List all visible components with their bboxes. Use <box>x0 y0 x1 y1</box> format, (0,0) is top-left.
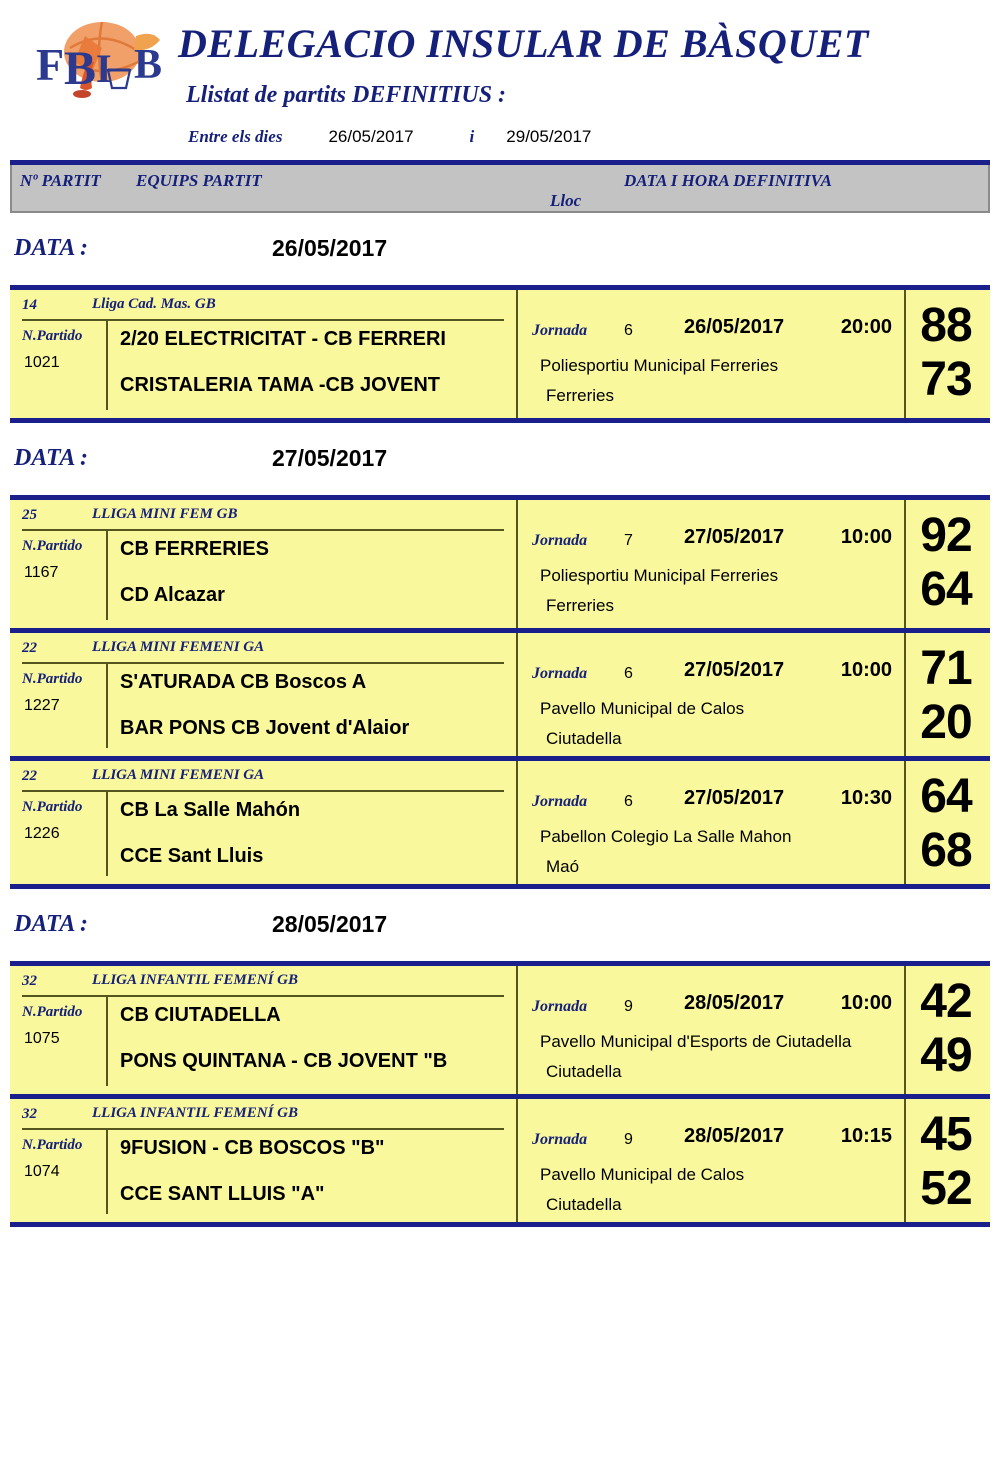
away-team-score: 49 <box>920 1029 972 1082</box>
match-time: 10:00 <box>840 526 892 548</box>
match-date: 28/05/2017 <box>684 992 785 1014</box>
match-number: 22 <box>22 640 37 656</box>
row-horizontal-rule <box>22 1128 504 1130</box>
match-schedule-cell <box>518 761 906 884</box>
row-horizontal-rule <box>22 995 504 997</box>
match-schedule-cell <box>518 633 906 756</box>
date-group-header <box>0 213 1000 285</box>
jornada-value: 6 <box>624 793 633 810</box>
row-horizontal-rule <box>22 319 504 321</box>
jornada-label: Jornada <box>532 665 588 682</box>
league-name: LLIGA MINI FEMENI GA <box>92 767 265 783</box>
document-header <box>0 0 1000 160</box>
home-team-score: 92 <box>920 509 972 562</box>
date-label: DATA : <box>14 911 89 937</box>
match-row[interactable] <box>10 290 990 418</box>
date-value: 27/05/2017 <box>272 445 388 471</box>
match-row[interactable] <box>10 500 990 628</box>
venue-name: Pavello Municipal de Calos <box>540 699 745 718</box>
match-row[interactable] <box>10 1094 990 1222</box>
match-row[interactable] <box>10 756 990 884</box>
column-header-num-partit: Nº PARTIT <box>20 171 101 190</box>
home-team-name: CB FERRERIES <box>120 538 269 560</box>
home-team-name: 9FUSION - CB BOSCOS "B" <box>120 1137 385 1159</box>
match-identity-cell <box>10 966 518 1094</box>
match-time: 10:00 <box>840 992 892 1014</box>
jornada-label: Jornada <box>532 793 588 810</box>
match-schedule-cell <box>518 1099 906 1222</box>
venue-city: Ferreries <box>546 596 615 615</box>
away-team-score: 52 <box>920 1162 972 1215</box>
n-partido-value: 1021 <box>24 354 60 371</box>
date-label: DATA : <box>14 235 89 261</box>
match-identity-cell <box>10 500 518 628</box>
home-team-score: 71 <box>920 642 972 695</box>
match-number: 32 <box>22 973 37 989</box>
column-header-data-hora: DATA I HORA DEFINITIVA <box>624 171 833 190</box>
away-team-name: CRISTALERIA TAMA -CB JOVENT <box>120 374 440 396</box>
match-score-cell <box>906 966 990 1094</box>
away-team-score: 68 <box>920 824 972 877</box>
n-partido-value: 1075 <box>24 1030 60 1047</box>
home-team-name: CB CIUTADELLA <box>120 1004 281 1026</box>
away-team-name: PONS QUINTANA - CB JOVENT "B <box>120 1050 448 1072</box>
jornada-value: 9 <box>624 998 633 1015</box>
jornada-value: 7 <box>624 532 633 549</box>
home-team-score: 42 <box>920 975 972 1028</box>
match-identity-cell <box>10 633 518 756</box>
jornada-label: Jornada <box>532 532 588 549</box>
league-name: LLIGA INFANTIL FEMENÍ GB <box>92 1105 299 1121</box>
column-header-lloc: Lloc <box>550 191 582 210</box>
svg-text:I: I <box>96 46 112 91</box>
venue-city: Ferreries <box>546 386 615 405</box>
svg-text:B: B <box>64 42 97 95</box>
row-horizontal-rule <box>22 529 504 531</box>
jornada-value: 9 <box>624 1131 633 1148</box>
date-group-header <box>0 423 1000 495</box>
date-range-to: 29/05/2017 <box>506 127 592 146</box>
jornada-label: Jornada <box>532 998 588 1015</box>
row-vertical-rule <box>106 995 108 1086</box>
away-team-name: BAR PONS CB Jovent d'Alaior <box>120 717 410 739</box>
match-time: 10:00 <box>840 659 892 681</box>
date-value: 28/05/2017 <box>272 911 388 937</box>
league-name: LLIGA MINI FEM GB <box>92 506 238 522</box>
match-table <box>10 961 990 1227</box>
page-subtitle: Llistat de partits DEFINITIUS : <box>186 82 507 108</box>
home-team-name: CB La Salle Mahón <box>120 799 301 821</box>
date-range-from: 26/05/2017 <box>328 127 414 146</box>
match-score-cell <box>906 761 990 884</box>
venue-city: Ciutadella <box>546 1195 622 1214</box>
page-title: DELEGACIO INSULAR DE BÀSQUET <box>178 21 869 66</box>
away-team-name: CCE Sant Lluis <box>120 845 264 867</box>
date-group <box>0 889 1000 1227</box>
match-score-cell <box>906 500 990 628</box>
row-vertical-rule <box>106 662 108 748</box>
match-date: 28/05/2017 <box>684 1125 785 1147</box>
venue-name: Pavello Municipal d'Esports de Ciutadella <box>540 1032 852 1051</box>
away-team-score: 20 <box>920 696 972 749</box>
column-header-equips: EQUIPS PARTIT <box>136 171 262 190</box>
away-team-score: 64 <box>920 563 972 616</box>
match-score-cell <box>906 290 990 418</box>
league-name: LLIGA INFANTIL FEMENÍ GB <box>92 972 299 988</box>
match-time: 10:30 <box>840 787 892 809</box>
date-value: 26/05/2017 <box>272 235 388 261</box>
match-number: 14 <box>22 297 37 313</box>
venue-name: Poliesportiu Municipal Ferreries <box>540 356 779 375</box>
n-partido-label: N.Partido <box>22 671 83 687</box>
match-schedule-cell <box>518 966 906 1094</box>
match-date: 27/05/2017 <box>684 526 785 548</box>
n-partido-label: N.Partido <box>22 538 83 554</box>
match-identity-cell <box>10 761 518 884</box>
home-team-score: 64 <box>920 770 972 823</box>
match-row[interactable] <box>10 628 990 756</box>
match-number: 22 <box>22 768 37 784</box>
date-range-separator: i <box>469 127 475 146</box>
n-partido-label: N.Partido <box>22 799 83 815</box>
n-partido-value: 1167 <box>24 564 59 581</box>
match-date: 27/05/2017 <box>684 659 785 681</box>
date-group-header <box>0 889 1000 961</box>
venue-name: Poliesportiu Municipal Ferreries <box>540 566 779 585</box>
match-date: 26/05/2017 <box>684 316 785 338</box>
n-partido-label: N.Partido <box>22 1137 83 1153</box>
home-team-score: 88 <box>920 299 972 352</box>
venue-city: Ciutadella <box>546 729 622 748</box>
match-table <box>10 495 990 889</box>
away-team-name: CCE SANT LLUIS "A" <box>120 1183 325 1205</box>
match-date: 27/05/2017 <box>684 787 785 809</box>
home-team-name: 2/20 ELECTRICITAT - CB FERRERI <box>120 328 446 350</box>
n-partido-value: 1226 <box>24 825 60 842</box>
jornada-label: Jornada <box>532 1131 588 1148</box>
date-label: DATA : <box>14 445 89 471</box>
match-table <box>10 285 990 423</box>
match-score-cell <box>906 1099 990 1222</box>
row-horizontal-rule <box>22 662 504 664</box>
row-vertical-rule <box>106 319 108 410</box>
away-team-name: CD Alcazar <box>120 584 225 606</box>
match-schedule-cell <box>518 500 906 628</box>
column-header <box>10 160 990 213</box>
match-number: 25 <box>22 507 37 523</box>
jornada-value: 6 <box>624 665 633 682</box>
n-partido-value: 1074 <box>24 1163 60 1180</box>
jornada-label: Jornada <box>532 322 588 339</box>
date-range-label: Entre els dies <box>188 127 283 146</box>
home-team-name: S'ATURADA CB Boscos A <box>120 671 367 693</box>
fbib-logo <box>30 18 170 110</box>
venue-name: Pabellon Colegio La Salle Mahon <box>540 827 792 846</box>
n-partido-label: N.Partido <box>22 1004 83 1020</box>
basketball-logo-icon <box>30 18 170 110</box>
away-team-score: 73 <box>920 353 972 406</box>
date-range <box>188 127 591 147</box>
venue-city: Ciutadella <box>546 1062 622 1081</box>
n-partido-value: 1227 <box>24 697 60 714</box>
row-horizontal-rule <box>22 790 504 792</box>
row-vertical-rule <box>106 1128 108 1214</box>
match-number: 32 <box>22 1106 37 1122</box>
venue-city: Maó <box>546 857 580 876</box>
date-group <box>0 213 1000 423</box>
match-time: 10:15 <box>840 1125 892 1147</box>
svg-text:B: B <box>134 42 163 88</box>
svg-text:F: F <box>36 39 65 90</box>
jornada-value: 6 <box>624 322 633 339</box>
row-vertical-rule <box>106 529 108 620</box>
league-name: LLIGA MINI FEMENI GA <box>92 639 265 655</box>
n-partido-label: N.Partido <box>22 328 83 344</box>
match-identity-cell <box>10 290 518 418</box>
league-name: Lliga Cad. Mas. GB <box>92 296 216 312</box>
match-identity-cell <box>10 1099 518 1222</box>
match-time: 20:00 <box>840 316 892 338</box>
match-row[interactable] <box>10 966 990 1094</box>
date-group <box>0 423 1000 889</box>
match-schedule-cell <box>518 290 906 418</box>
match-score-cell <box>906 633 990 756</box>
match-groups <box>0 213 1000 1227</box>
home-team-score: 45 <box>920 1108 972 1161</box>
row-vertical-rule <box>106 790 108 876</box>
venue-name: Pavello Municipal de Calos <box>540 1165 745 1184</box>
